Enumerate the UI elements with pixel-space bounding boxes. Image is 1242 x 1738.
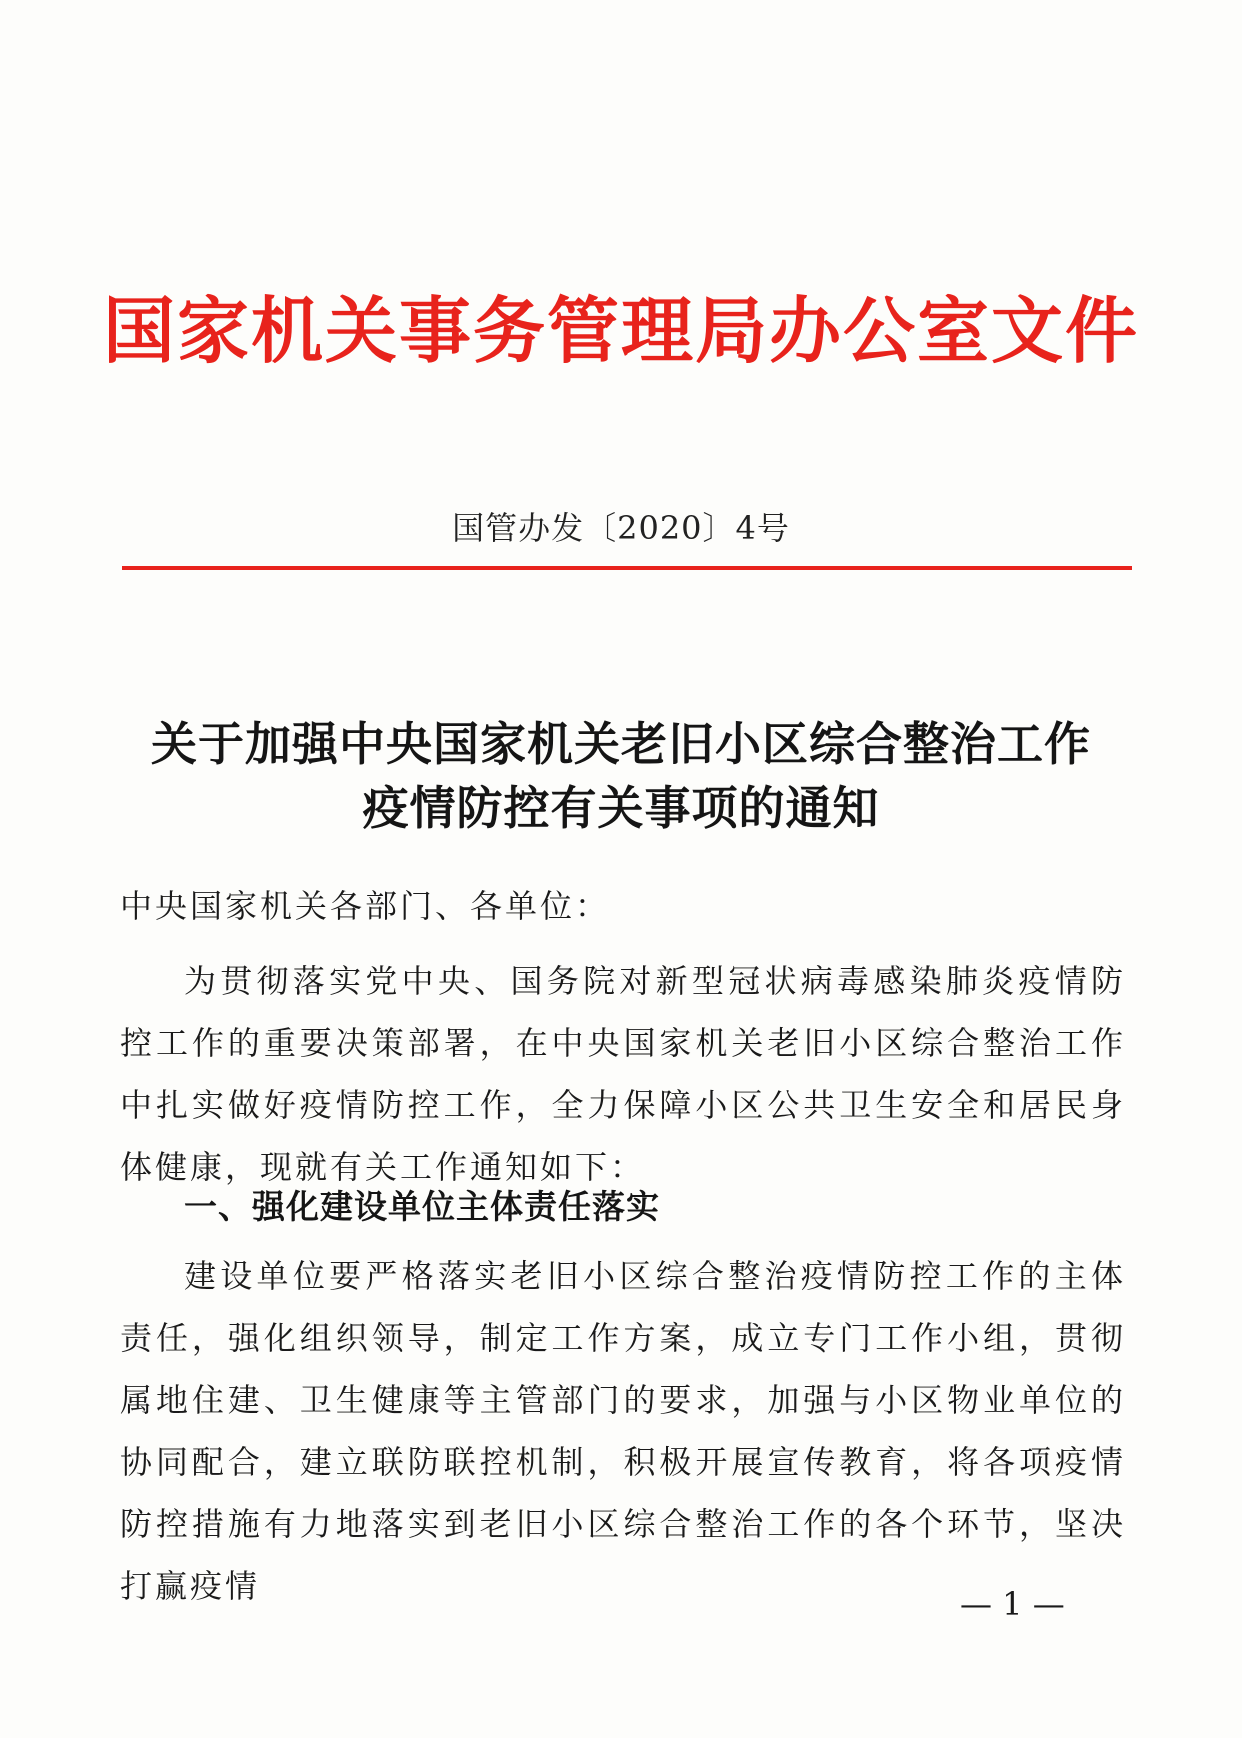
section-heading-1: 一、强化建设单位主体责任落实 (184, 1187, 660, 1226)
notice-title-line-2: 疫情防控有关事项的通知 (362, 781, 880, 835)
red-divider-line (122, 566, 1132, 570)
issuer-header: 国家机关事务管理局办公室文件 (102, 288, 1139, 373)
body-paragraph-1: 为贯彻落实党中央、国务院对新型冠状病毒感染肺炎疫情防控工作的重要决策部署，在中央国家机关老旧小区综合整治工作中扎实做好疫情防控工作，全力保障小区公共卫生安全和居民身体健康，现就有关工作通知如下： (120, 962, 1126, 1186)
page-number: — 1 — (960, 1585, 1065, 1623)
notice-title (0, 712, 1242, 840)
notice-title-line-1: 关于加强中央国家机关老旧小区综合整治工作 (151, 717, 1091, 771)
body-paragraph-2: 建设单位要严格落实老旧小区综合整治疫情防控工作的主体责任，强化组织领导，制定工作方案，成立专门工作小组，贯彻属地住建、卫生健康等主管部门的要求，加强与小区物业单位的协同配合，建立联防联控机制，积极开展宣传教育，将各项疫情防控措施有力地落实到老旧小区综合整治工作的各个环节，坚决打赢疫情 (120, 1257, 1126, 1605)
document-number: 国管办发〔2020〕4号 (452, 509, 790, 547)
salutation: 中央国家机关各部门、各单位： (120, 887, 611, 925)
